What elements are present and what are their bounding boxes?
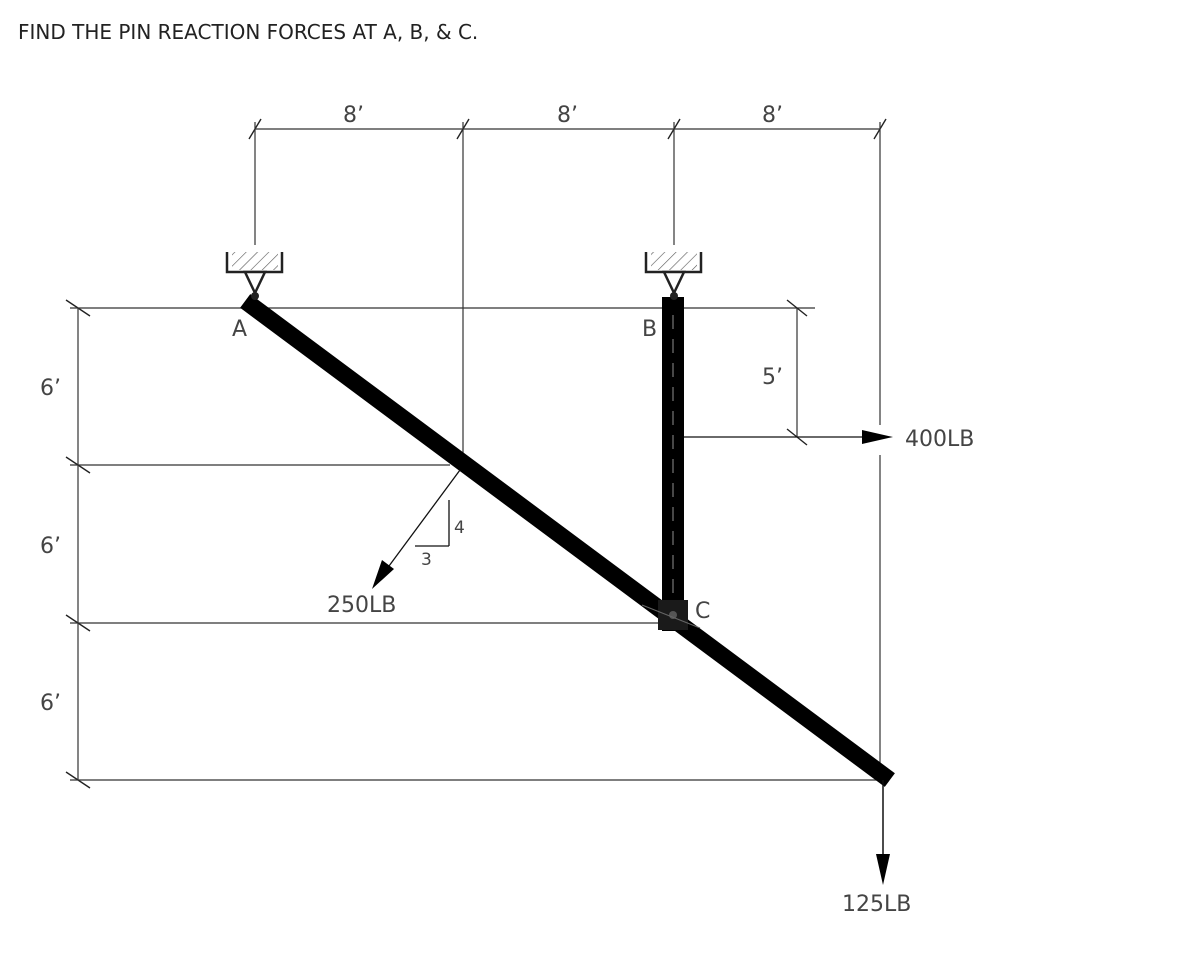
slope-run-label: 3 bbox=[421, 550, 432, 570]
arrow-head-icon bbox=[876, 854, 890, 885]
span-dimension-1: 8’ bbox=[343, 103, 364, 128]
load-label-400: 400LB bbox=[905, 427, 975, 452]
height-dimension-1: 6’ bbox=[40, 376, 61, 401]
horizontal-load-400 bbox=[684, 427, 974, 452]
joint-label-b: B bbox=[642, 317, 658, 342]
joint-label-a: A bbox=[232, 317, 248, 342]
inclined-load-250 bbox=[327, 470, 465, 618]
load-label-250: 250LB bbox=[327, 593, 397, 618]
height-dimension-3: 6’ bbox=[40, 691, 61, 716]
pin-support-b bbox=[646, 252, 701, 300]
arrow-head-icon bbox=[862, 430, 893, 444]
offset-dimension-group bbox=[762, 300, 807, 445]
span-dimension-2: 8’ bbox=[557, 103, 578, 128]
member-diagonal-a-end bbox=[252, 306, 883, 775]
height-dimension-2: 6’ bbox=[40, 534, 61, 559]
vertical-load-125 bbox=[842, 780, 911, 917]
offset-dimension-label: 5’ bbox=[762, 365, 783, 390]
span-dimension-3: 8’ bbox=[762, 103, 783, 128]
vertical-dimension-group bbox=[40, 300, 880, 788]
joint-label-c: C bbox=[695, 599, 711, 624]
load-label-125: 125LB bbox=[842, 892, 912, 917]
pin-support-a bbox=[227, 252, 282, 300]
question-text: FIND THE PIN REACTION FORCES AT A, B, & C. bbox=[18, 20, 479, 44]
slope-rise-label: 4 bbox=[454, 518, 465, 538]
